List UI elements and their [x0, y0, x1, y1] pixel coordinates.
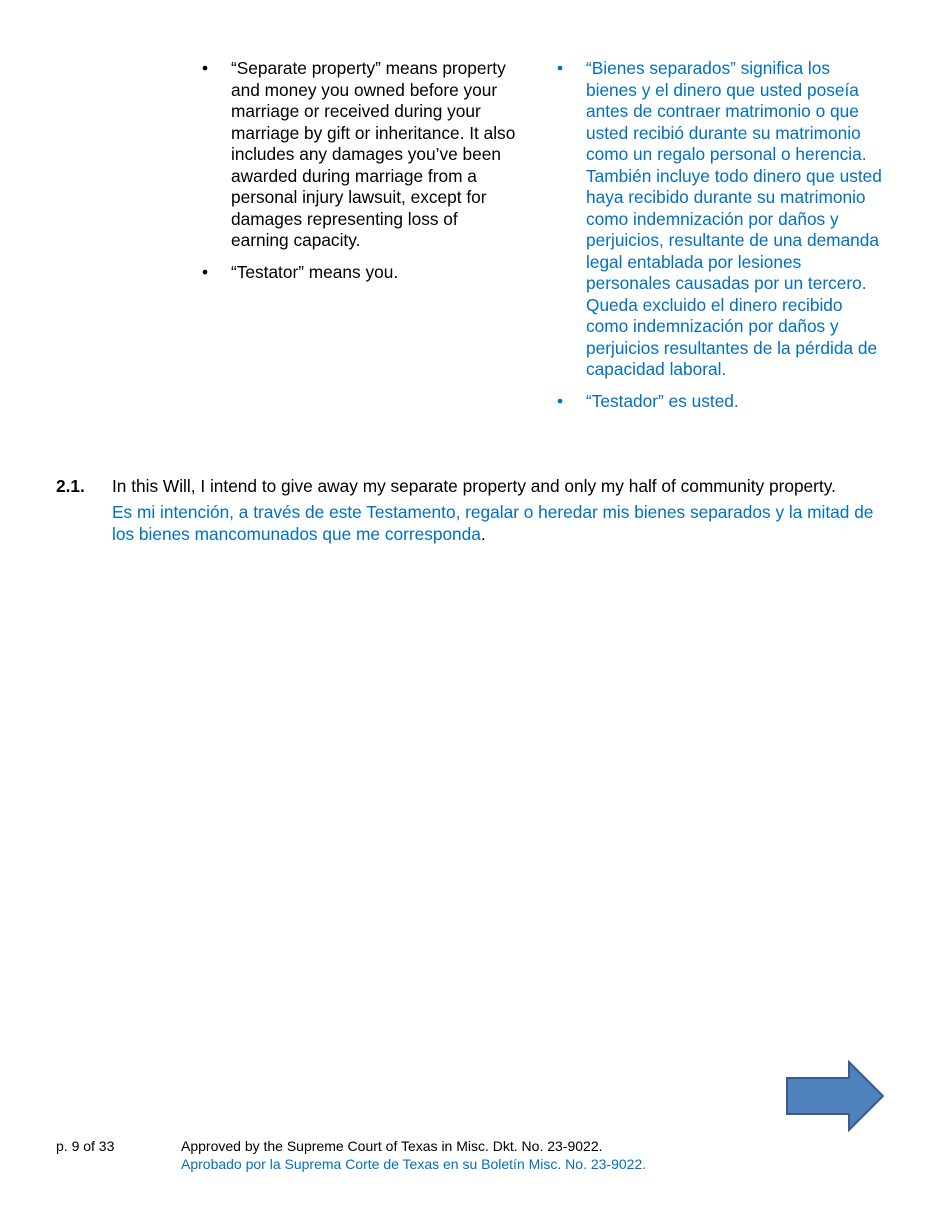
bullet-icon: •: [557, 58, 564, 78]
definition-item-separate-property: [200, 58, 520, 252]
right-arrow-icon[interactable]: [785, 1060, 885, 1132]
section-spanish-period: .: [480, 523, 486, 544]
bullet-icon: •: [202, 261, 209, 282]
definitions-spanish-column: [555, 58, 885, 422]
next-page-arrow[interactable]: [787, 1062, 883, 1130]
definition-text: “Bienes separados” significa los bienes y el dinero que usted poseía antes de contraer matrimonio o que usted recibió durante su matrimonio como un regalo personal o herencia. También incluye todo dinero que usted haya recibido durante su matrimonio como indemnización por daños y perjuicios, resultante de una demanda legal entablada por lesiones personales causadas por un tercero. Queda excluido el dinero recibido como indemnización por daños y perjuicios resultantes de la pérdida de capacidad laboral.: [586, 58, 882, 379]
definition-item-testador: [555, 391, 885, 413]
bullet-icon: •: [202, 58, 209, 78]
approval-english: Approved by the Supreme Court of Texas in Misc. Dkt. No. 23-9022.: [181, 1138, 603, 1154]
definition-text: “Testador” es usted.: [586, 390, 739, 411]
definition-item-testator: [200, 262, 520, 284]
definition-item-bienes-separados: [555, 58, 885, 381]
section-spanish-body: Es mi intención, a través de este Testamento, regalar o heredar mis bienes separados y la mitad de los bienes mancomunados que me corresponda: [112, 502, 874, 544]
definitions-english-column: [200, 58, 520, 293]
section-number: 2.1.: [56, 476, 85, 496]
bullet-icon: •: [557, 390, 564, 411]
approval-notice: [181, 1138, 881, 1173]
definition-text: “Testator” means you.: [231, 261, 399, 282]
approval-spanish: Aprobado por la Suprema Corte de Texas en su Boletín Misc. No. 23-9022.: [181, 1155, 647, 1172]
section-english-text: In this Will, I intend to give away my separate property and only my half of community property.: [112, 476, 836, 496]
page-number: p. 9 of 33: [56, 1138, 115, 1154]
section-spanish-text: [112, 502, 877, 545]
definition-text: “Separate property” means property and money you owned before your marriage or received during your marriage by gift or inheritance. It also includes any damages you’ve been awarded during marriage from a personal injury lawsuit, except for damages representing loss of earning capacity.: [231, 58, 516, 250]
